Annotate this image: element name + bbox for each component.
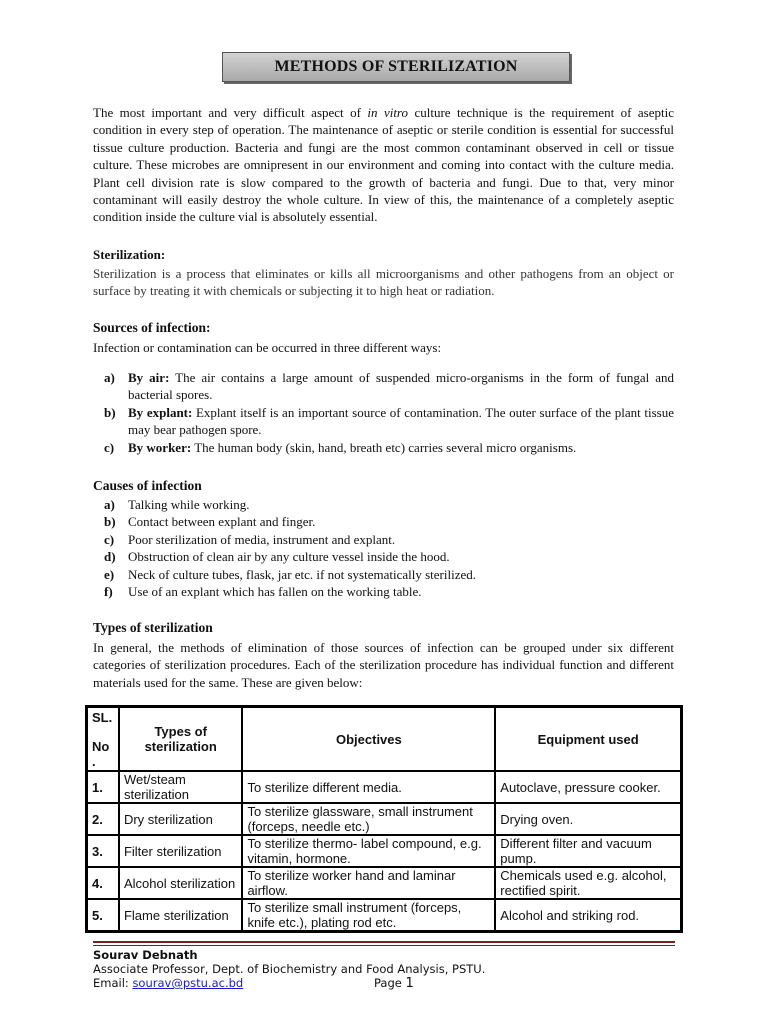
table-header-row [87, 707, 681, 771]
row-number: 3. [87, 835, 119, 867]
row-type: Flame sterilization [119, 899, 242, 931]
list-item-label: By explant: [128, 404, 193, 420]
list-marker: c) [104, 439, 115, 455]
row-number: 4. [87, 867, 119, 899]
types-heading: Types of sterilization [93, 620, 213, 635]
header-objectives: Objectives [242, 707, 495, 771]
row-objective: To sterilize small instrument (forceps, knife etc.), plating rod etc. [242, 899, 495, 931]
list-item [104, 583, 674, 600]
page-title: METHODS OF STERILIZATION [222, 52, 570, 82]
list-item-text: Poor sterilization of media, instrument and explant. [128, 531, 396, 547]
table-row [87, 899, 681, 931]
list-marker: f) [104, 584, 113, 600]
row-type: Dry sterilization [119, 803, 242, 835]
intro-paragraph [93, 104, 674, 226]
sources-list [104, 369, 674, 456]
sterilization-table [85, 705, 683, 933]
list-marker: e) [104, 566, 115, 582]
header-sl-line3: . [92, 754, 96, 769]
list-item-text: The air contains a large amount of suspended micro-organisms in the form of fungal and bacterial spores. [128, 370, 674, 403]
table-row [87, 835, 681, 867]
intro-text-italic: in vitro [367, 105, 409, 120]
causes-heading: Causes of infection [93, 478, 202, 493]
footer-divider [93, 941, 675, 943]
list-marker: d) [104, 549, 116, 565]
list-item [104, 548, 674, 565]
list-item [104, 531, 674, 548]
row-equipment: Chemicals used e.g. alcohol, rectified spirit. [495, 867, 681, 899]
list-item [104, 513, 674, 530]
types-paragraph: In general, the methods of elimination of those sources of infection can be grouped under six different categories of sterilization procedures. Each of the sterilization procedure has individual function and different materials used for the same. These are given below: [93, 640, 674, 690]
header-sl-no [87, 707, 119, 771]
list-marker: c) [104, 531, 115, 547]
list-item-text: Neck of culture tubes, flask, jar etc. if not systematically sterilized. [128, 566, 476, 582]
sources-heading: Sources of infection: [93, 320, 211, 335]
list-item [104, 496, 674, 513]
list-item-text: Contact between explant and finger. [128, 514, 316, 530]
row-objective: To sterilize glassware, small instrument (forceps, needle etc.) [242, 803, 495, 835]
row-equipment: Autoclave, pressure cooker. [495, 771, 681, 803]
row-equipment: Drying oven. [495, 803, 681, 835]
intro-text-before: The most important and very difficult aspect of [93, 105, 368, 120]
row-equipment: Different filter and vacuum pump. [495, 835, 681, 867]
causes-list [104, 496, 674, 600]
header-sl-line1: SL. [92, 710, 113, 725]
footer-contact-line [93, 976, 675, 990]
list-item-text: Explant itself is an important source of contamination. The outer surface of the plant tissue may bear pathogen spore. [128, 404, 674, 438]
list-item [104, 439, 674, 456]
list-marker: b) [104, 514, 116, 530]
list-item-text: Obstruction of clean air by any culture vessel inside the hood. [128, 549, 450, 565]
list-item-text: Use of an explant which has fallen on the working table. [128, 584, 422, 600]
footer-page-indicator [374, 976, 414, 991]
sources-intro: Infection or contamination can be occurred in three different ways: [93, 340, 442, 355]
row-objective: To sterilize different media. [242, 771, 495, 803]
sterilization-definition: Sterilization is a process that eliminates or kills all microorganisms and other pathogens from an object or surface by treating it with chemicals or subjecting it to high heat or radiation. [93, 266, 674, 299]
footer-divider-thin [93, 945, 675, 946]
footer-page-label: Page [374, 976, 406, 990]
list-item [104, 369, 674, 404]
row-equipment: Alcohol and striking rod. [495, 899, 681, 931]
footer-page-number: 1 [405, 976, 414, 991]
footer-email-link[interactable]: sourav@pstu.ac.bd [132, 976, 244, 990]
row-type: Alcohol sterilization [119, 867, 242, 899]
row-type: Wet/steam sterilization [119, 771, 242, 803]
footer-author-name: Sourav Debnath [93, 948, 198, 962]
list-item-label: By air: [128, 370, 170, 385]
row-objective: To sterilize thermo- label compound, e.g. vitamin, hormone. [242, 835, 495, 867]
header-type: Types of sterilization [119, 707, 242, 771]
header-equipment: Equipment used [495, 707, 681, 771]
header-sl-line2: No [92, 739, 110, 754]
list-marker: a) [104, 497, 115, 512]
table-row [87, 771, 681, 803]
sterilization-heading: Sterilization: [93, 247, 166, 262]
list-item-text: Talking while working. [128, 497, 250, 512]
row-objective: To sterilize worker hand and laminar airflow. [242, 867, 495, 899]
row-number: 1. [87, 771, 119, 803]
row-number: 2. [87, 803, 119, 835]
list-item-label: By worker: [128, 439, 192, 455]
intro-text-after: culture technique is the requirement of aseptic condition in every step of operation. The maintenance of aseptic or sterile condition is essential for successful tissue culture production. Bacteria and fungi are the most common contaminant observed in cell or tissue culture. These microbes are omnipresent in our environment and coming into contact with the culture media. Plant cell division rate is slow compared to the growth of bacteria and fungi. Due to that, very minor contaminant will easily destroy the whole culture. In view of this, the maintenance of a completely aseptic condition inside the culture vial is absolutely essential. [93, 105, 674, 225]
row-number: 5. [87, 899, 119, 931]
list-item [104, 566, 674, 583]
row-type: Filter sterilization [119, 835, 242, 867]
footer-email-label: Email: [93, 976, 133, 990]
table-row [87, 867, 681, 899]
table-row [87, 803, 681, 835]
footer-position: Associate Professor, Dept. of Biochemistry and Food Analysis, PSTU. [93, 962, 486, 976]
list-marker: a) [104, 370, 115, 385]
list-item-text: The human body (skin, hand, breath etc) carries several micro organisms. [191, 439, 577, 455]
list-item [104, 404, 674, 439]
list-marker: b) [104, 404, 116, 420]
